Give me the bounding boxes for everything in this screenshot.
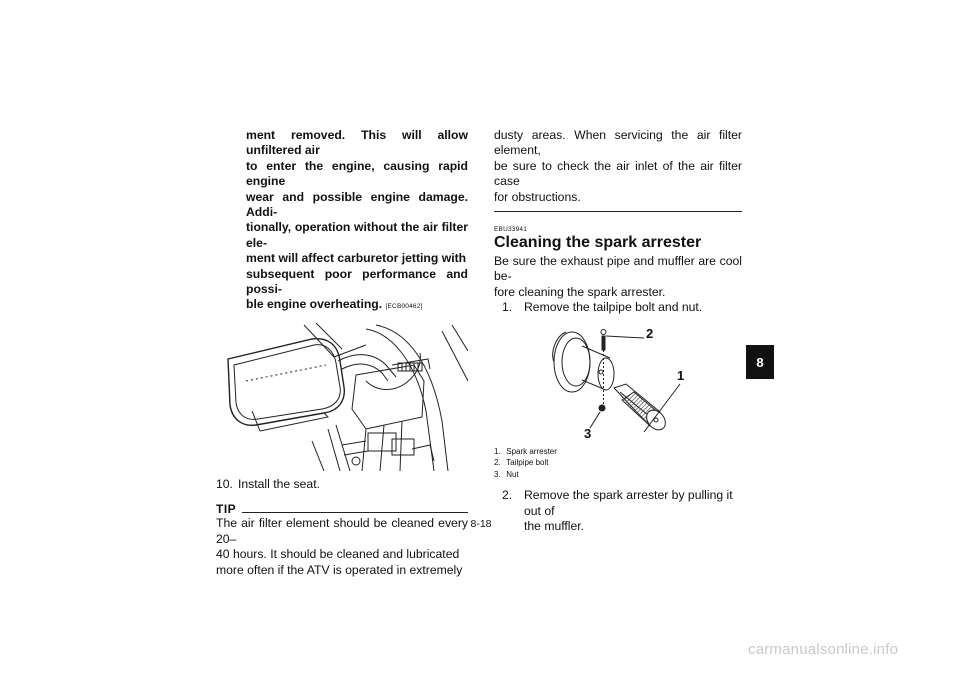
watermark: carmanualsonline.info <box>748 641 899 658</box>
section-code: EBU33941 <box>494 226 528 234</box>
step-text: Remove the tailpipe bolt and nut. <box>524 300 703 315</box>
warning-code: [ECB00462] <box>385 303 423 311</box>
callout-2: 2 <box>646 325 654 341</box>
tip-line: be sure to check the air inlet of the air filter case <box>494 158 742 189</box>
legend-item: 1. Spark arrester <box>494 446 557 456</box>
warning-line: ble engine overheating. <box>246 297 383 312</box>
warning-line: to enter the engine, causing rapid engine <box>246 158 468 189</box>
spark-arrester-illustration <box>494 322 742 442</box>
step-text: Install the seat. <box>238 476 320 491</box>
callout-3: 3 <box>584 425 592 441</box>
legend-item: 3. Nut <box>494 469 519 479</box>
step-number: 1. <box>502 300 513 315</box>
warning-continued-text <box>216 128 468 315</box>
step-line: Remove the spark arrester by pulling it out of <box>524 488 733 518</box>
figure-legend <box>494 446 742 481</box>
tip-label: TIP <box>216 502 237 517</box>
callout-1: 1 <box>677 367 685 383</box>
step-1 <box>494 300 742 315</box>
section-title: Cleaning the spark arrester <box>494 234 702 252</box>
warning-line-last <box>246 297 468 314</box>
air-filter-illustration <box>216 321 468 471</box>
warning-line: ment removed. This will allow unfiltered air <box>246 128 468 158</box>
intro-line: Be sure the exhaust pipe and muffler are cool be- <box>494 254 742 284</box>
tip-line: dusty areas. When servicing the air filter element, <box>494 128 742 158</box>
step-text <box>524 488 742 534</box>
air-filter-drawing <box>216 321 468 471</box>
warning-line: wear and possible engine damage. Addi- <box>246 189 468 220</box>
tip-line: more often if the ATV is operated in extremely <box>216 562 463 577</box>
tip-header <box>216 502 468 516</box>
tip-continued <box>494 128 742 205</box>
spark-arrester-drawing <box>494 322 742 442</box>
tip-line: 40 hours. It should be cleaned and lubricated <box>216 547 460 562</box>
warning-line: tionally, operation without the air filter ele- <box>246 220 468 250</box>
step-2 <box>494 488 742 534</box>
tip-rule <box>242 512 468 513</box>
warning-line: subsequent poor performance and possi- <box>246 266 468 297</box>
tip-end-rule <box>494 211 742 212</box>
page-number: 8-18 <box>470 518 492 530</box>
tip-line: for obstructions. <box>494 189 581 204</box>
step-10 <box>216 477 468 492</box>
step-number: 10. <box>216 476 233 491</box>
chapter-tab: 8 <box>746 345 774 379</box>
tip-body <box>216 516 468 578</box>
warning-line: ment will affect carburetor jetting with <box>246 251 467 266</box>
right-column <box>494 128 742 534</box>
tip-line: The air filter element should be cleaned every 20– <box>216 516 468 546</box>
intro-line: fore cleaning the spark arrester. <box>494 284 666 299</box>
step-line: the muffler. <box>524 518 585 533</box>
step-number: 2. <box>502 488 513 503</box>
legend-item: 2. Tailpipe bolt <box>494 458 549 468</box>
left-column <box>216 128 468 578</box>
